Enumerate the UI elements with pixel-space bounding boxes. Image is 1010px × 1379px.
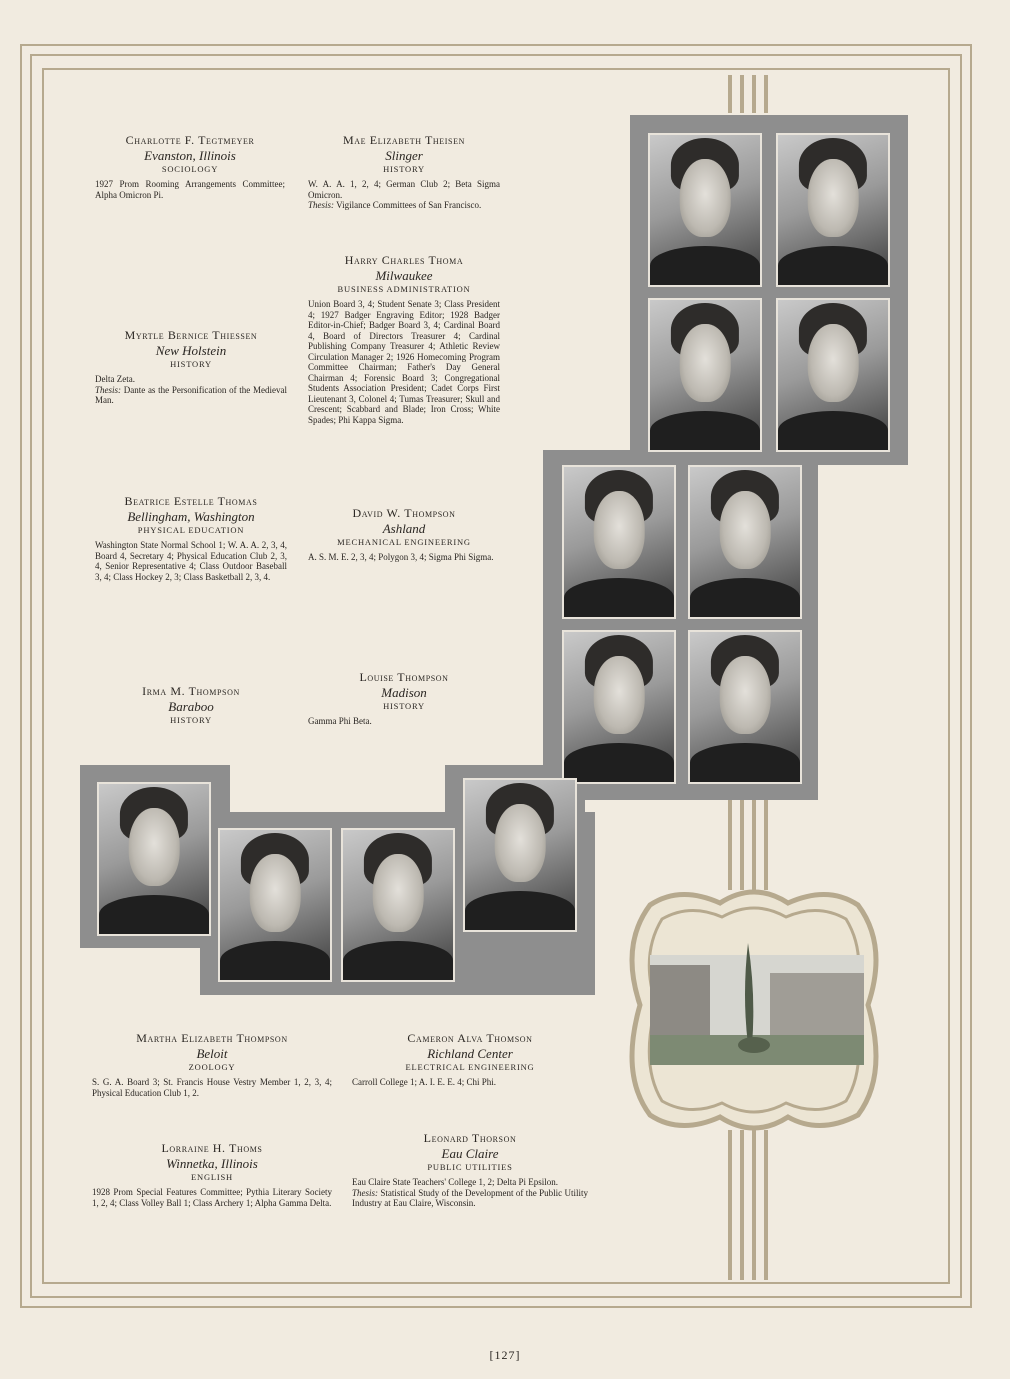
portrait-photo (688, 630, 802, 784)
student-thesis: Vigilance Committees of San Francisco. (336, 200, 482, 210)
portrait-photo (341, 828, 455, 982)
student-hometown: Slinger (385, 148, 423, 163)
student-entry (95, 684, 287, 727)
student-name: Leonard Thorson (423, 1131, 517, 1145)
ornament-bar (740, 800, 744, 890)
ornament-bar (728, 75, 732, 113)
student-department: ENGLISH (191, 1172, 233, 1182)
portrait-photo (562, 630, 676, 784)
student-hometown: Bellingham, Washington (127, 509, 255, 524)
student-entry (95, 133, 285, 200)
ornament-bar (740, 75, 744, 113)
student-activities: 1927 Prom Rooming Arrangements Committee; Alpha Omicron Pi. (95, 179, 285, 200)
portrait-photo (688, 465, 802, 619)
student-name: David W. Thompson (352, 506, 456, 520)
ornament-bar (764, 800, 768, 890)
student-entry (308, 506, 500, 563)
student-department: HISTORY (383, 701, 425, 711)
student-name: Louise Thompson (359, 670, 449, 684)
portrait-photo (776, 298, 890, 452)
student-name: Mae Elizabeth Theisen (343, 133, 465, 147)
student-activities: Eau Claire State Teachers' College 1, 2; Delta Pi Epsilon. Thesis: Statistical Study of the Development of the Public Utility Industry at Eau Claire, Wisconsin. (352, 1177, 588, 1208)
student-department: BUSINESS ADMINISTRATION (337, 284, 471, 294)
student-department: MECHANICAL ENGINEERING (337, 537, 471, 547)
student-department: PUBLIC UTILITIES (427, 1162, 513, 1172)
student-name: Martha Elizabeth Thompson (136, 1031, 288, 1045)
student-hometown: Winnetka, Illinois (166, 1156, 258, 1171)
student-hometown: Baraboo (168, 699, 214, 714)
student-entry (308, 133, 500, 211)
student-name: Irma M. Thompson (142, 684, 240, 698)
portrait-photo (776, 133, 890, 287)
ornament-bar (752, 1130, 756, 1280)
student-hometown: Ashland (382, 521, 426, 536)
student-department: ZOOLOGY (188, 1062, 236, 1072)
student-entry (92, 1141, 332, 1208)
portrait-photo (648, 298, 762, 452)
student-department: PHYSICAL EDUCATION (137, 525, 245, 535)
student-hometown: Eau Claire (441, 1146, 499, 1161)
thesis-label: Thesis: (308, 200, 335, 210)
student-department: HISTORY (170, 359, 212, 369)
student-department: SOCIOLOGY (161, 164, 219, 174)
student-name: Cameron Alva Thomson (407, 1031, 533, 1045)
student-name: Harry Charles Thoma (344, 253, 464, 267)
student-entry (352, 1131, 588, 1209)
student-name: Charlotte F. Tegtmeyer (125, 133, 255, 147)
student-activities: S. G. A. Board 3; St. Francis House Vestry Member 1, 2, 3, 4; Physical Education Club 1, 2. (92, 1077, 332, 1098)
ornament-bar (728, 1130, 732, 1280)
student-entry (308, 253, 500, 425)
student-activities: Delta Zeta. Thesis: Dante as the Personification of the Medieval Man. (95, 374, 287, 405)
portrait-photo (463, 778, 577, 932)
student-hometown: New Holstein (155, 343, 227, 358)
student-activities: 1928 Prom Special Features Committee; Pythia Literary Society 1, 2, 4; Class Volley Ball 1; Class Archery 1; Alpha Gamma Delta. (92, 1187, 332, 1208)
student-entry (95, 494, 287, 582)
student-entry (352, 1031, 588, 1088)
student-hometown: Milwaukee (375, 268, 433, 283)
ornament-bar (752, 75, 756, 113)
student-hometown: Madison (381, 685, 427, 700)
thesis-label: Thesis: (95, 384, 122, 395)
ornament-bar (728, 800, 732, 890)
portrait-photo (218, 828, 332, 982)
student-thesis: Statistical Study of the Development of the Public Utility Industry at Eau Claire, Wisconsin. (352, 1187, 588, 1208)
student-thesis: Dante as the Personification of the Medieval Man. (95, 384, 287, 405)
student-department: HISTORY (170, 715, 212, 725)
portrait-photo (562, 465, 676, 619)
student-hometown: Evanston, Illinois (144, 148, 236, 163)
student-activities: Gamma Phi Beta. (308, 716, 372, 726)
student-activities: W. A. A. 1, 2, 4; German Club 2; Beta Sigma Omicron. Thesis: Vigilance Committees of San Francisco. (308, 179, 500, 210)
portrait-photo (97, 782, 211, 936)
student-name: Lorraine H. Thoms (161, 1141, 263, 1155)
ornament-bar (752, 800, 756, 890)
campus-scene-cartouche (620, 885, 888, 1135)
student-hometown: Beloit (196, 1046, 228, 1061)
student-entry (92, 1031, 332, 1098)
portrait-photo (648, 133, 762, 287)
student-department: HISTORY (383, 164, 425, 174)
page-number: [127] (489, 1348, 521, 1362)
student-activities: A. S. M. E. 2, 3, 4; Polygon 3, 4; Sigma Phi Sigma. (308, 552, 494, 562)
ornament-bar (740, 1130, 744, 1280)
thesis-label: Thesis: (352, 1187, 379, 1198)
student-activities: Union Board 3, 4; Student Senate 3; Class President 4; 1927 Badger Engraving Editor; 1928 Badger Editor-in-Chief; Badger Board 3, 4; Cardinal Board 4, Board of Directors Treasurer 4; Cardinal Publishing Company Treasurer 4; Athletic Review Circulation Manager 2; 1926 Homecoming Program Committee Chairman; Father's Day General Chairman 4; Forensic Board 3; Congregational Students Association President; Cadet Corps First Lieutenant 3, Colonel 4; Tumas Treasurer; Skull and Crescent; Scabbard and Blade; Iron Cross; White Spades; Phi Kappa Sigma. (308, 299, 500, 425)
student-name: Myrtle Bernice Thiessen (124, 328, 258, 342)
student-name: Beatrice Estelle Thomas (124, 494, 258, 508)
student-hometown: Richland Center (427, 1046, 513, 1061)
ornament-bar (764, 1130, 768, 1280)
student-entry (95, 328, 287, 406)
student-activities: Washington State Normal School 1; W. A. A. 2, 3, 4, Board 4, Secretary 4; Physical Education Club 2, 3, 4, Senior Representative 4; Class Outdoor Baseball 3, 4; Class Hockey 2, 3; Class Basketball 2, 3, 4. (95, 540, 287, 582)
student-department: ELECTRICAL ENGINEERING (405, 1062, 535, 1072)
ornament-bar (764, 75, 768, 113)
student-activities: Carroll College 1; A. I. E. E. 4; Chi Phi. (352, 1077, 496, 1087)
student-entry (308, 670, 500, 727)
